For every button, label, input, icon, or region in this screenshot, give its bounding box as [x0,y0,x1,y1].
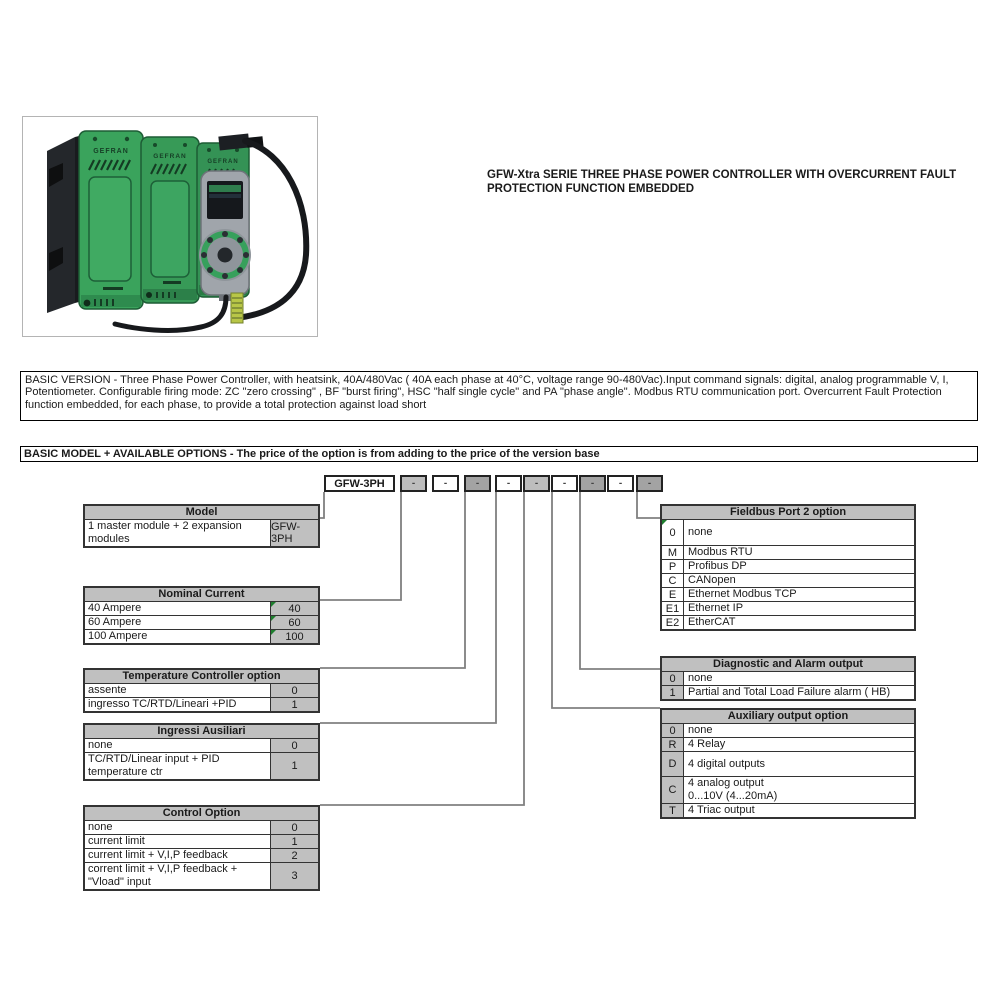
table-cell: D [662,752,684,776]
table-cell: P [662,560,684,573]
table-cell: Ethernet Modbus TCP [684,588,914,601]
connector-line [320,492,401,600]
table-cell: corrent limit + V,I,P feedback + "Vload" input [85,863,270,889]
module-2 [141,137,199,303]
table-title: Temperature Controller option [85,670,318,683]
table-cell: 1 master module + 2 expansion modules [85,520,270,546]
brand-label: GEFRAN [207,159,239,165]
table-cell: 60 Ampere [85,616,270,629]
connector-line [320,492,324,518]
table-row [662,519,914,545]
table-cell: M [662,546,684,559]
table-cell: 0 [270,684,318,697]
table-row [85,752,318,779]
table-row [85,601,318,615]
table-cell: current limit + V,I,P feedback [85,849,270,862]
product-illustration [23,117,317,336]
module-1 [79,131,143,309]
table-cell: 0 [270,821,318,834]
table-cell: C [662,777,684,803]
page-title: GFW-Xtra SERIE THREE PHASE POWER CONTROLLER WITH OVERCURRENT FAULT PROTECTION FUNCTION EMBEDDED [487,169,957,195]
table-cell: C [662,574,684,587]
table-row [662,737,914,751]
connector-line [320,492,524,805]
table-cell: 0 [662,672,684,685]
table-row [85,615,318,629]
remote-programmer [199,171,251,301]
table-cell: none [85,739,270,752]
table-cell: 1 [270,835,318,848]
ordering-code-placeholder: - [464,475,491,492]
table-cell: 4 analog output 0...10V (4...20mA) [684,777,914,803]
table-row [662,559,914,573]
table-cell: TC/RTD/Linear input + PID temperature ctr [85,753,270,779]
table-title: Diagnostic and Alarm output [662,658,914,671]
table-cell: 100 [270,630,318,643]
ordering-code-placeholder: - [607,475,634,492]
brand-label: GEFRAN [153,153,187,160]
table-cell: Modbus RTU [684,546,914,559]
terminal-strip [231,293,243,323]
table-cell: 0 [662,724,684,737]
ordering-code-placeholder: - [400,475,427,492]
table-row [85,683,318,697]
table-cell: none [85,821,270,834]
table-cell: Partial and Total Load Failure alarm ( HB) [684,686,914,699]
table-cell: 40 [270,602,318,615]
table-cell: Profibus DP [684,560,914,573]
table-cell: E2 [662,616,684,629]
table-cell: current limit [85,835,270,848]
basic-version-description: BASIC VERSION - Three Phase Power Controller, with heatsink, 40A/480Vac ( 40A each phase at 40°C, voltage range 90-480Vac).Input command signals: digital, analog programmable V, I, Potentiometer. Configurable firing mode: ZC "zero crossing" , BF "burst firing", HSC "half single cycle" and PA "phase angle". Modbus RTU communication port. Overcurrent Fault Protection function embedded, for each phase, to provide a total protection against load short [20,371,978,421]
table-fieldbus-port2 [660,504,916,631]
table-title: Ingressi Ausiliari [85,725,318,738]
table-row [662,573,914,587]
table-row [85,834,318,848]
table-title: Model [85,506,318,519]
table-row [662,545,914,559]
options-banner: BASIC MODEL + AVAILABLE OPTIONS - The price of the option is from adding to the price of the version base [20,446,978,462]
table-row [85,697,318,711]
table-cell: 0 [662,520,684,545]
connector-line [552,492,660,708]
ordering-code-placeholder: - [551,475,578,492]
table-cell: 4 Relay [684,738,914,751]
ordering-code-placeholder: - [523,475,550,492]
table-row [662,776,914,803]
table-cell: E1 [662,602,684,615]
table-row [662,671,914,685]
table-control-option [83,805,320,891]
table-title: Fieldbus Port 2 option [662,506,914,519]
ordering-code-placeholder: - [636,475,663,492]
table-row [662,723,914,737]
table-row [85,848,318,862]
table-title: Control Option [85,807,318,820]
table-cell: 1 [662,686,684,699]
table-cell: 1 [270,698,318,711]
table-cell: 4 digital outputs [684,752,914,776]
table-cell: assente [85,684,270,697]
table-cell: EtherCAT [684,616,914,629]
table-cell: 3 [270,863,318,889]
product-photo [22,116,318,337]
table-cell: 4 Triac output [684,804,914,817]
table-row [662,601,914,615]
table-cell: none [684,724,914,737]
table-cell: T [662,804,684,817]
table-cell: none [684,672,914,685]
brand-label: GEFRAN [93,148,129,155]
table-cell: none [684,520,914,545]
connector-line [637,492,660,518]
table-row [85,738,318,752]
ordering-code-placeholder: - [579,475,606,492]
connector-line [320,492,496,723]
ordering-code-placeholder: - [432,475,459,492]
connector-line [320,492,465,668]
table-ingressi-ausiliari [83,723,320,781]
table-row [85,820,318,834]
table-nominal-current [83,586,320,645]
table-row [85,519,318,546]
table-row [85,862,318,889]
table-cell: R [662,738,684,751]
table-cell: 1 [270,753,318,779]
table-row [85,629,318,643]
ordering-code-placeholder: - [495,475,522,492]
table-row [662,751,914,776]
table-cell: ingresso TC/RTD/Lineari +PID [85,698,270,711]
table-row [662,587,914,601]
table-temperature-controller [83,668,320,713]
table-cell: 40 Ampere [85,602,270,615]
table-row [662,615,914,629]
table-cell: E [662,588,684,601]
table-model [83,504,320,548]
table-cell: Ethernet IP [684,602,914,615]
table-cell: 0 [270,739,318,752]
table-cell: 2 [270,849,318,862]
table-cell: GFW-3PH [270,520,318,546]
table-diagnostic-alarm [660,656,916,701]
table-title: Nominal Current [85,588,318,601]
table-cell: 60 [270,616,318,629]
ordering-code-model: GFW-3PH [324,475,395,492]
table-auxiliary-output [660,708,916,819]
table-title: Auxiliary output option [662,710,914,723]
table-row [662,685,914,699]
connector-line [580,492,660,669]
table-cell: 100 Ampere [85,630,270,643]
table-cell: CANopen [684,574,914,587]
table-row [662,803,914,817]
